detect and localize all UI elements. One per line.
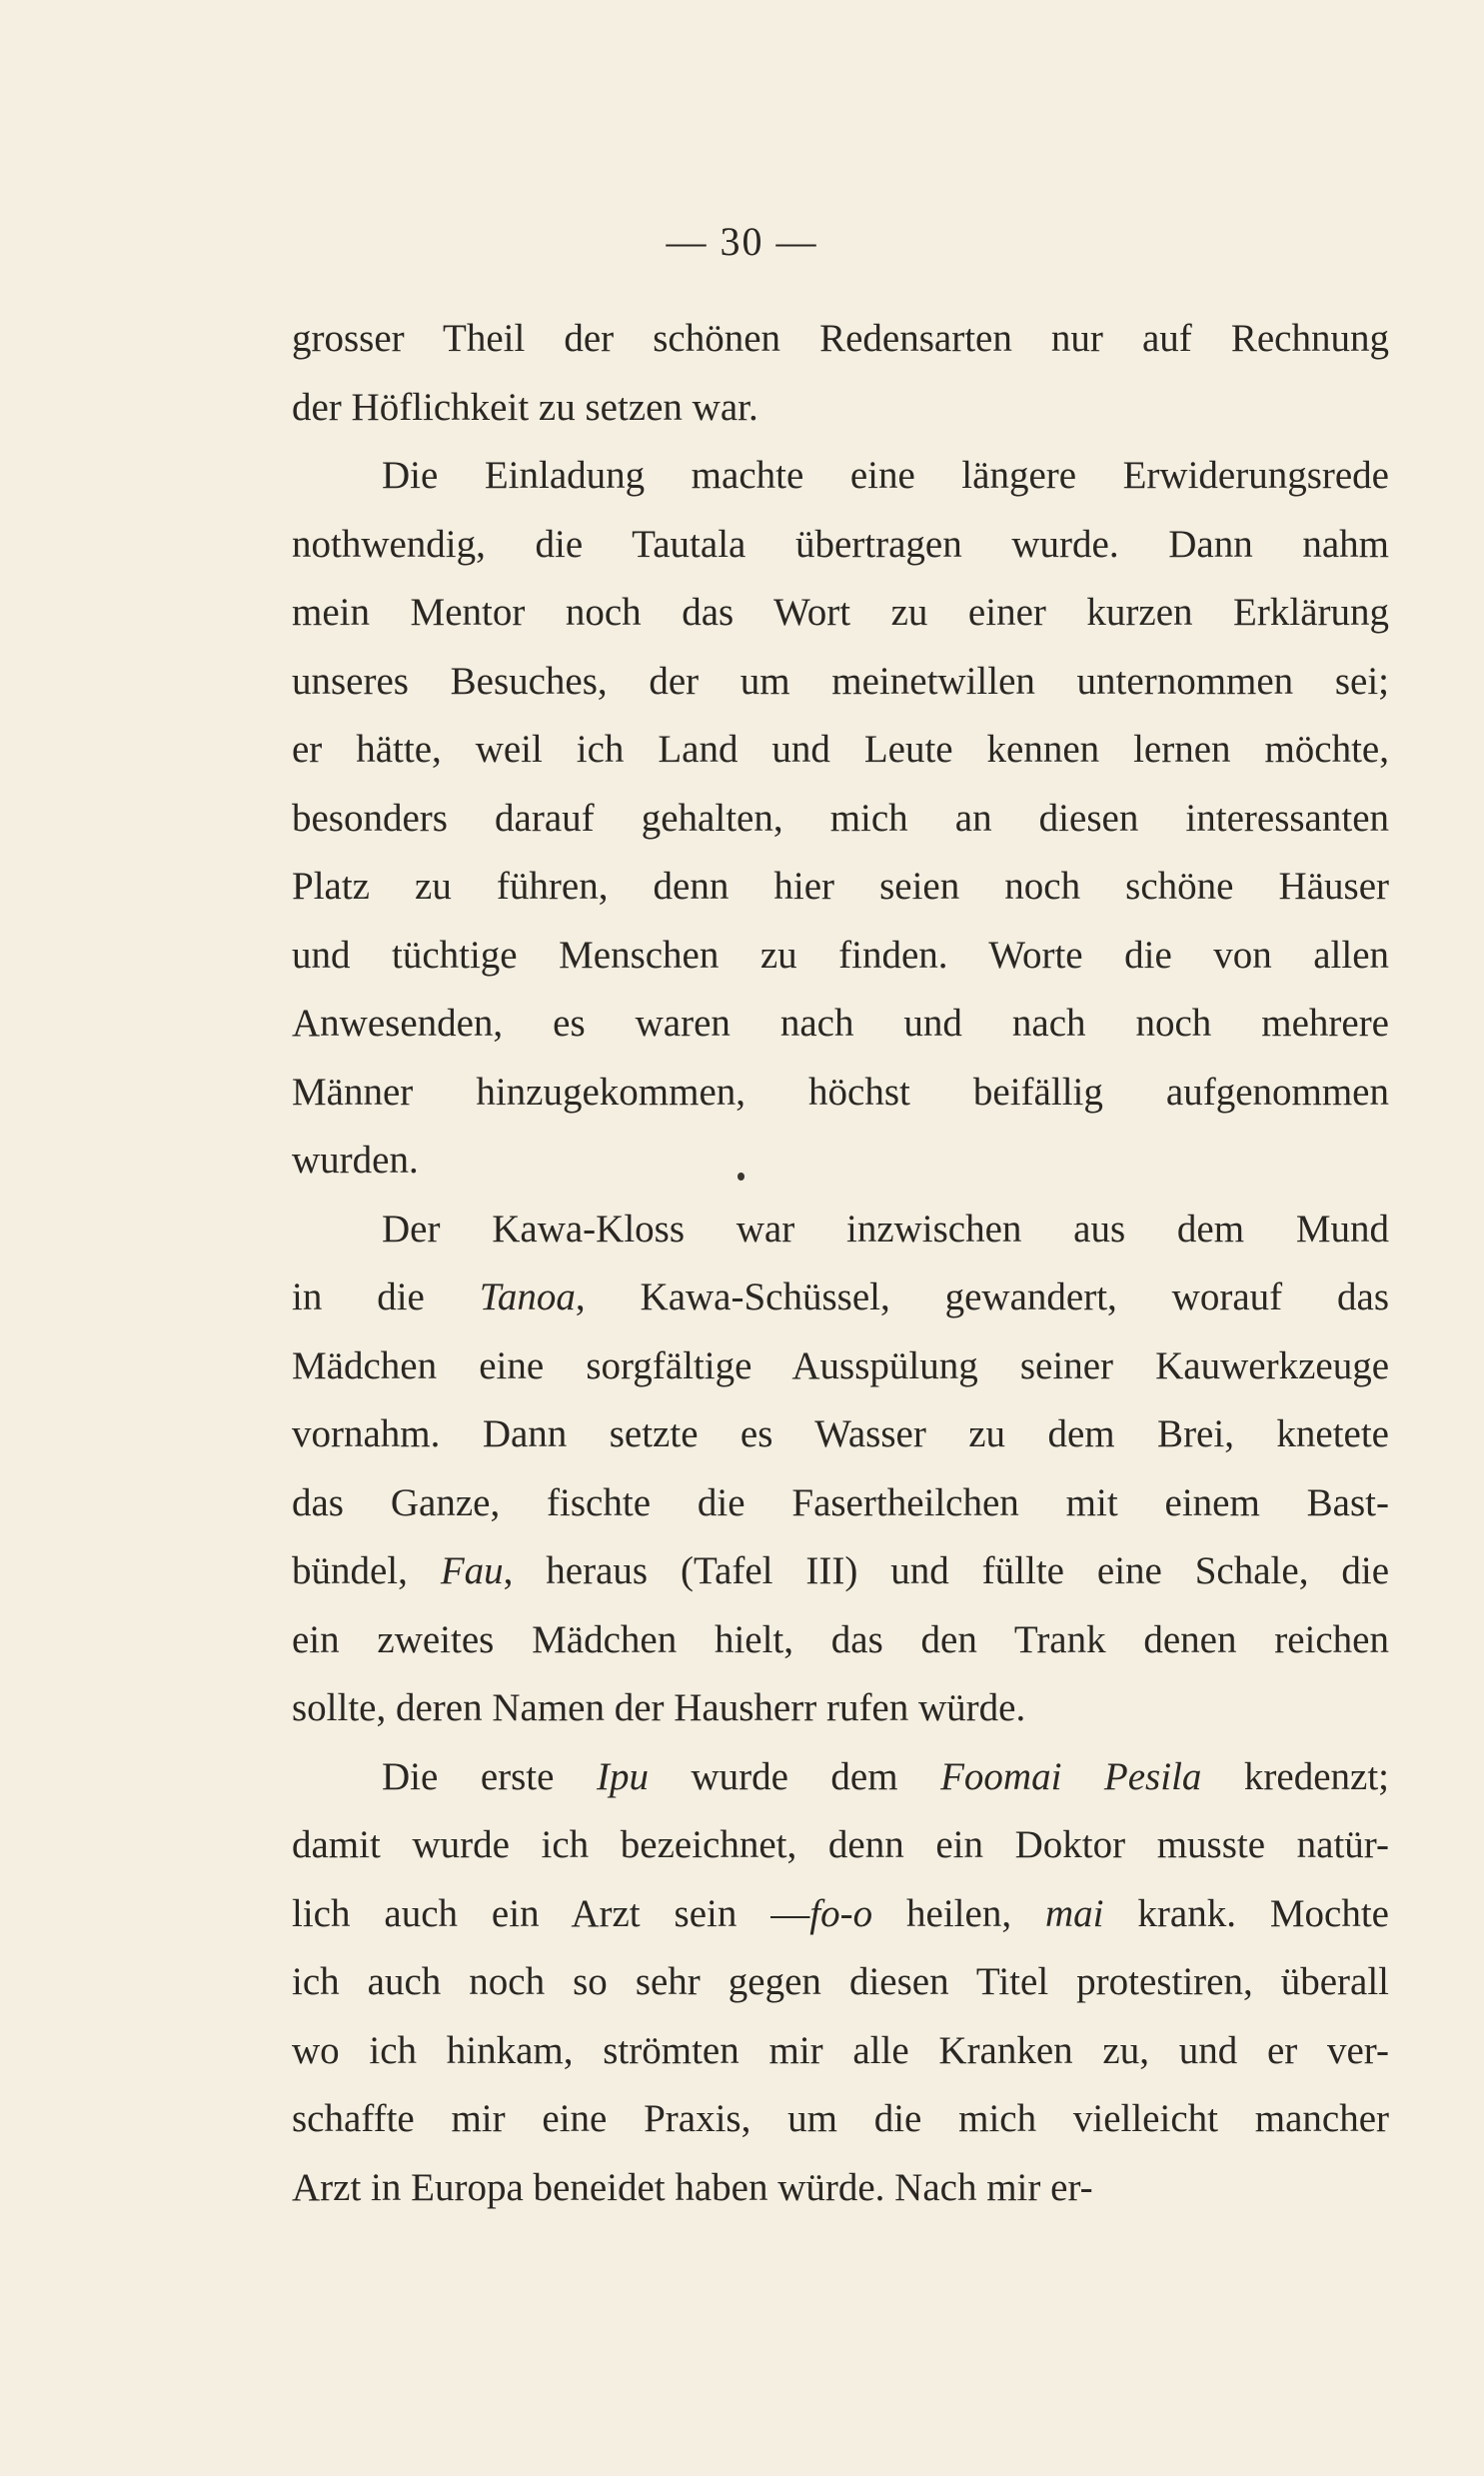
text-line xyxy=(292,305,1389,374)
text-segment: mein Mentor noch das Wort zu einer kurzen Erklärung xyxy=(292,591,1389,634)
text-segment: kredenzt; xyxy=(1201,1754,1390,1798)
text-segment: Arzt in Europa beneidet haben würde. Nach mir er- xyxy=(292,2165,1093,2209)
paragraph xyxy=(292,442,1389,1196)
text-line xyxy=(292,922,1389,991)
text-line xyxy=(292,442,1389,511)
text-segment: grosser Theil der schönen Redensarten nur auf Rechnung xyxy=(292,317,1389,360)
text-segment: er hätte, weil ich Land und Leute kennen lernen möchte, xyxy=(292,728,1389,771)
text-line xyxy=(292,1743,1389,1812)
text-line xyxy=(292,2085,1389,2154)
text-segment: bündel, xyxy=(292,1549,441,1592)
print-speck xyxy=(738,1173,744,1181)
text-line xyxy=(292,853,1389,922)
italic-term: Foomai Pesila xyxy=(940,1754,1202,1798)
text-segment: ein zweites Mädchen hielt, das den Trank denen reichen xyxy=(292,1617,1389,1661)
text-segment: sollte, deren Namen der Hausherr rufen würde. xyxy=(292,1686,1026,1729)
text-line xyxy=(292,511,1389,580)
text-line xyxy=(292,785,1389,854)
text-segment: , heraus (Tafel III) und füllte eine Schale, die xyxy=(503,1549,1390,1592)
text-line xyxy=(292,1811,1389,1880)
text-segment: vornahm. Dann setzte es Wasser zu dem Brei, knetete xyxy=(292,1412,1389,1455)
text-segment: lich auch ein Arzt sein — xyxy=(292,1891,810,1935)
text-line xyxy=(292,2017,1389,2086)
text-line xyxy=(292,1469,1389,1538)
text-line xyxy=(292,579,1389,648)
italic-term: Fau xyxy=(440,1549,504,1592)
text-line xyxy=(292,1059,1389,1128)
italic-term: fo-o xyxy=(809,1891,873,1935)
text-segment: der Höflichkeit zu setzen war. xyxy=(292,385,758,429)
text-segment: Männer hinzugekommen, höchst beifällig aufgenommen xyxy=(292,1070,1389,1114)
text-segment: , Kawa-Schüssel, gewandert, worauf das xyxy=(575,1275,1389,1318)
text-line xyxy=(292,716,1389,785)
text-segment: ich auch noch so sehr gegen diesen Titel protestiren, überall xyxy=(292,1960,1389,2003)
text-segment: Der Kawa-Kloss war inzwischen aus dem Mund xyxy=(382,1207,1389,1250)
paragraph xyxy=(292,1196,1389,1743)
text-segment: nothwendig, die Tautala übertragen wurde. Dann nahm xyxy=(292,522,1389,566)
italic-term: Ipu xyxy=(596,1754,649,1798)
text-segment: wurden. xyxy=(292,1139,419,1182)
text-segment: das Ganze, fischte die Fasertheilchen mit einem Bast- xyxy=(292,1480,1389,1524)
text-segment: krank. Mochte xyxy=(1103,1891,1389,1935)
text-segment: und tüchtige Menschen zu finden. Worte die von allen xyxy=(292,933,1389,977)
text-segment: Mädchen eine sorgfältige Ausspülung seiner Kauwerkzeuge xyxy=(292,1343,1389,1387)
text-line xyxy=(292,1127,1389,1196)
text-segment: damit wurde ich bezeichnet, denn ein Doktor musste natür- xyxy=(292,1823,1389,1866)
text-segment: Die Einladung machte eine längere Erwiderungsrede xyxy=(382,454,1389,497)
text-line xyxy=(292,1263,1389,1332)
text-line xyxy=(292,1880,1389,1949)
text-segment: schaffte mir eine Praxis, um die mich vielleicht mancher xyxy=(292,2097,1389,2140)
page-number: — 30 — xyxy=(666,219,818,264)
text-line xyxy=(292,990,1389,1059)
text-segment: Platz zu führen, denn hier seien noch schöne Häuser xyxy=(292,865,1389,908)
text-line xyxy=(292,1196,1389,1264)
text-line xyxy=(292,374,1389,443)
text-segment: in die xyxy=(292,1275,480,1318)
text-line xyxy=(292,1332,1389,1401)
text-line xyxy=(292,1606,1389,1675)
text-line xyxy=(292,1674,1389,1743)
text-segment: wo ich hinkam, strömten mir alle Kranken zu, und er ver- xyxy=(292,2028,1389,2072)
text-line xyxy=(292,1537,1389,1606)
paragraph xyxy=(292,1743,1389,2223)
italic-term: Tanoa xyxy=(479,1275,576,1318)
text-segment: Anwesenden, es waren nach und nach noch mehrere xyxy=(292,1002,1389,1045)
text-segment: Die erste xyxy=(382,1754,597,1798)
body-text xyxy=(292,305,1389,2222)
text-line xyxy=(292,1948,1389,2017)
text-line xyxy=(292,648,1389,717)
text-segment: besonders darauf gehalten, mich an diesen interessanten xyxy=(292,796,1389,840)
text-segment: wurde dem xyxy=(648,1754,941,1798)
text-line xyxy=(292,1400,1389,1469)
paragraph xyxy=(292,305,1389,442)
text-line xyxy=(292,2154,1389,2223)
text-segment: heilen, xyxy=(872,1891,1045,1935)
italic-term: mai xyxy=(1044,1891,1104,1935)
text-segment: unseres Besuches, der um meinetwillen unternommen sei; xyxy=(292,659,1389,703)
